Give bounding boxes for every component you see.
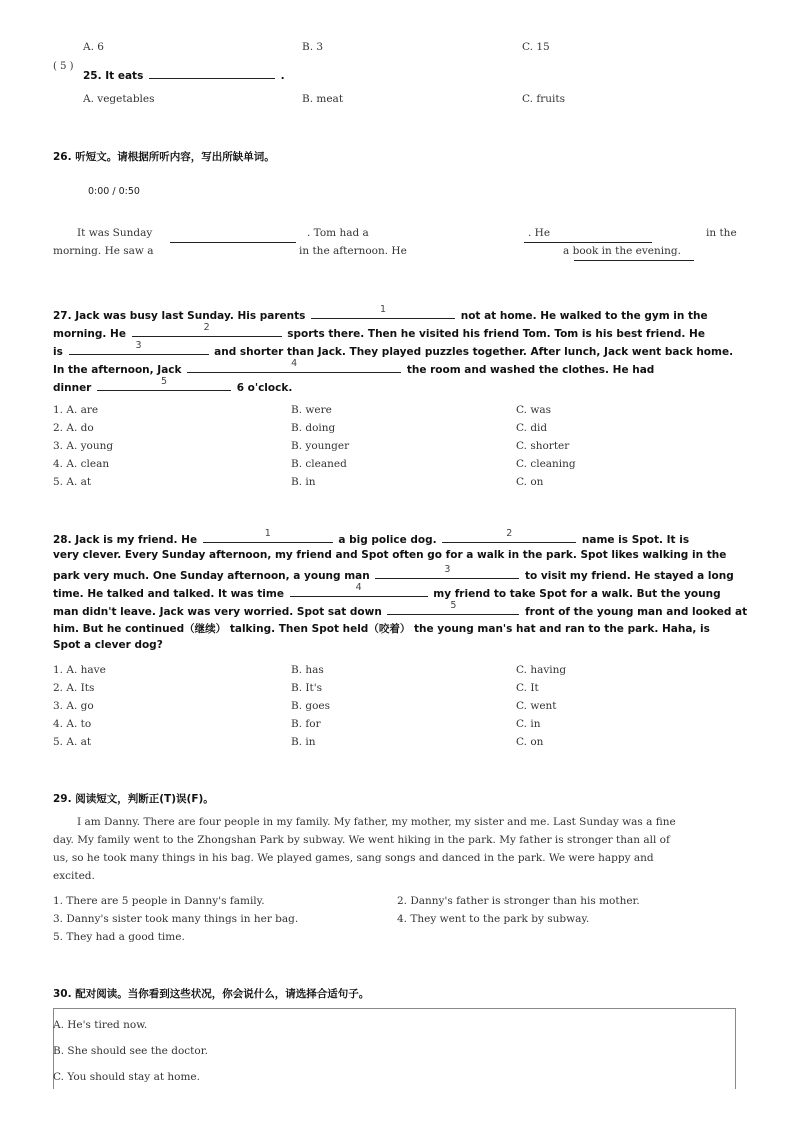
q30-item-a: A. He's tired now. [53, 1019, 148, 1031]
q27-blank-5[interactable]: 5 [97, 379, 231, 391]
q26-title: 26. 听短文。请根据所听内容，写出所缺单词。 [53, 151, 275, 163]
q28-opt-1b: B. has [291, 664, 324, 676]
q27-line-1: 27. Jack was busy last Sunday. His parents 1 not at home. He walked to the gym in the [53, 304, 708, 322]
q27-opt-3a: 3. A. young [53, 440, 114, 452]
q26-line2-part2: in the afternoon. He [299, 245, 407, 257]
q25-stem: It eats [105, 70, 144, 82]
q28-blank-4[interactable]: 4 [290, 585, 428, 597]
q26-line1-part1: It was Sunday [77, 227, 153, 239]
q27-blank-3[interactable]: 3 [69, 343, 209, 355]
q25-option-b: B. meat [302, 93, 344, 105]
q28-opt-3a: 3. A. go [53, 700, 94, 712]
q25-blank[interactable] [149, 67, 275, 79]
q24-option-b: B. 3 [302, 41, 324, 53]
q28-line-1: 28. Jack is my friend. He 1 a big police dog. 2 name is Spot. It is [53, 528, 690, 546]
q30-item-c: C. You should stay at home. [53, 1071, 200, 1083]
q27-line-5: dinner 5 6 o'clock. [53, 376, 293, 394]
q24-option-a: A. 6 [83, 41, 104, 53]
q27-line-2: morning. He 2 sports there. Then he visited his friend Tom. Tom is his best friend. He [53, 322, 705, 340]
audio-time-display[interactable]: 0:00 / 0:50 [88, 186, 140, 197]
q26-line2-part3: a book in the evening. [563, 245, 681, 257]
q28-opt-2a: 2. A. Its [53, 682, 95, 694]
q27-opt-3b: B. younger [291, 440, 350, 452]
q27-blank-1[interactable]: 1 [311, 307, 455, 319]
q28-opt-1a: 1. A. have [53, 664, 106, 676]
q25-option-a: A. vegetables [83, 93, 155, 105]
q29-passage-line-2: day. My family went to the Zhongshan Park by subway. We went hiking in the park. My father is stronger than all of [53, 834, 670, 846]
q28-line-6: him. But he continued（继续） talking. Then Spot held（咬着） the young man's hat and ran to the park. Haha, is [53, 623, 710, 635]
q28-blank-2[interactable]: 2 [442, 531, 576, 543]
q29-statement-4: 4. They went to the park by subway. [397, 913, 590, 925]
q30-title: 30. 配对阅读。当你看到这些状况，你会说什么，请选择合适句子。 [53, 988, 370, 1000]
q28-opt-2c: C. It [516, 682, 539, 694]
q25-question [83, 67, 285, 82]
q28-opt-5c: C. on [516, 736, 544, 748]
q28-opt-4b: B. for [291, 718, 321, 730]
q27-opt-2b: B. doing [291, 422, 336, 434]
q28-blank-5[interactable]: 5 [387, 603, 519, 615]
q28-blank-1[interactable]: 1 [203, 531, 333, 543]
q28-opt-3c: C. went [516, 700, 557, 712]
q27-line-3: is 3 and shorter than Jack. They played puzzles together. After lunch, Jack went back home. [53, 340, 734, 358]
q29-statement-3: 3. Danny's sister took many things in her bag. [53, 913, 299, 925]
q29-title: 29. 阅读短文，判断正(T)误(F)。 [53, 793, 214, 805]
q27-opt-2a: 2. A. do [53, 422, 94, 434]
q28-blank-3[interactable]: 3 [375, 567, 519, 579]
q28-opt-3b: B. goes [291, 700, 331, 712]
q28-line-2: very clever. Every Sunday afternoon, my friend and Spot often go for a walk in the park. Spot likes walking in the [53, 549, 727, 561]
q27-opt-4b: B. cleaned [291, 458, 347, 470]
q27-opt-5a: 5. A. at [53, 476, 92, 488]
q28-line-5: man didn't leave. Jack was very worried. Spot sat down 5 front of the young man and looked at [53, 600, 748, 618]
q27-opt-4a: 4. A. clean [53, 458, 110, 470]
q29-passage-line-4: excited. [53, 870, 95, 882]
q25-answer-paren: ( 5 ) [53, 61, 74, 72]
q28-line-7: Spot a clever dog? [53, 639, 163, 651]
q28-line-3: park very much. One Sunday afternoon, a young man 3 to visit my friend. He stayed a long [53, 564, 734, 582]
q28-opt-4c: C. in [516, 718, 541, 730]
q29-statement-2: 2. Danny's father is stronger than his mother. [397, 895, 640, 907]
q28-opt-2b: B. It's [291, 682, 323, 694]
q26-line1-part3: . He [528, 227, 551, 239]
q29-statement-1: 1. There are 5 people in Danny's family. [53, 895, 265, 907]
q26-line2-part1: morning. He saw a [53, 245, 154, 257]
q27-blank-4[interactable]: 4 [187, 361, 401, 373]
q27-opt-2c: C. did [516, 422, 548, 434]
q26-line1-part4: in the [706, 227, 737, 239]
q28-opt-5b: B. in [291, 736, 316, 748]
q27-line-4: In the afternoon, Jack 4 the room and washed the clothes. He had [53, 358, 655, 376]
q27-opt-3c: C. shorter [516, 440, 570, 452]
q27-opt-5c: C. on [516, 476, 544, 488]
q26-line1-part2: . Tom had a [307, 227, 369, 239]
q25-end: . [280, 70, 285, 82]
q27-opt-1a: 1. A. are [53, 404, 99, 416]
q28-opt-5a: 5. A. at [53, 736, 92, 748]
q27-blank-2[interactable]: 2 [132, 325, 282, 337]
q27-opt-1c: C. was [516, 404, 551, 416]
q29-passage-line-3: us, so he took many things in his bag. We played games, sang songs and danced in the park. We were happy and [53, 852, 654, 864]
q27-opt-4c: C. cleaning [516, 458, 576, 470]
q27-opt-1b: B. were [291, 404, 332, 416]
q26-blank-1[interactable] [170, 231, 296, 243]
q27-opt-5b: B. in [291, 476, 316, 488]
q29-passage-line-1: I am Danny. There are four people in my family. My father, my mother, my sister and me. Last Sunday was a fine [77, 816, 676, 828]
q30-item-b: B. She should see the doctor. [53, 1045, 208, 1057]
q28-line-4: time. He talked and talked. It was time 4 my friend to take Spot for a walk. But the young [53, 582, 721, 600]
q25-option-c: C. fruits [522, 93, 565, 105]
q28-opt-1c: C. having [516, 664, 567, 676]
q28-opt-4a: 4. A. to [53, 718, 92, 730]
q24-option-c: C. 15 [522, 41, 550, 53]
q25-number: 25. [83, 70, 102, 82]
q29-statement-5: 5. They had a good time. [53, 931, 185, 943]
